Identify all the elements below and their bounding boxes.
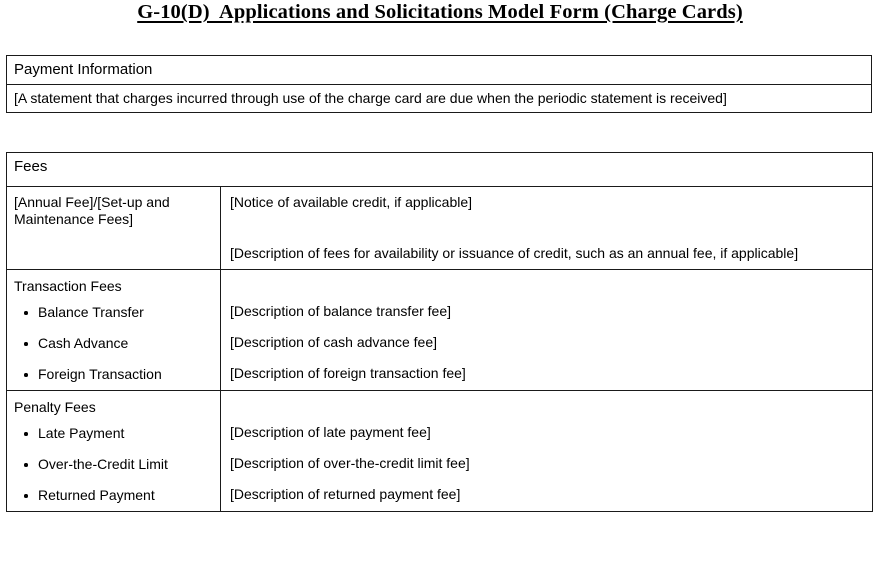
- bullet-icon: [24, 342, 28, 346]
- bullet-icon: [24, 311, 28, 315]
- penalty-fees-descriptions: [221, 391, 873, 512]
- fees-table: [6, 152, 873, 512]
- bullet-icon: [24, 432, 28, 436]
- bullet-icon: [24, 494, 28, 498]
- table-row: [7, 187, 873, 270]
- page-title: G-10(D) Applications and Solicitations Model Form (Charge Cards): [137, 1, 743, 23]
- list-item-label: Over-the-Credit Limit: [38, 456, 168, 472]
- table-row: [7, 56, 872, 85]
- transaction-fees-list: [14, 304, 214, 383]
- list-item: [14, 304, 214, 321]
- bullet-icon: [24, 373, 28, 377]
- payment-information-header: Payment Information: [7, 56, 872, 85]
- list-item: [14, 456, 214, 473]
- penalty-fee-description: [Description of late payment fee]: [230, 424, 431, 440]
- list-item: [14, 425, 214, 442]
- transaction-fee-description: [Description of balance transfer fee]: [230, 303, 452, 319]
- list-item-label: Balance Transfer: [38, 304, 144, 320]
- table-row: [7, 153, 873, 187]
- annual-fee-notice: [Notice of available credit, if applicable]: [230, 194, 473, 210]
- transaction-fee-description: [Description of cash advance fee]: [230, 334, 438, 350]
- transaction-fees-descriptions: [221, 270, 873, 391]
- list-item-label: Late Payment: [38, 425, 125, 441]
- payment-information-statement: [A statement that charges incurred through use of the charge card are due when the periodic statement is received]: [7, 85, 872, 113]
- transaction-fee-description: [Description of foreign transaction fee]: [230, 365, 466, 381]
- penalty-fees-title: Penalty Fees: [14, 399, 96, 415]
- transaction-fees-labels: [7, 270, 221, 391]
- list-item-label: Cash Advance: [38, 335, 129, 351]
- fees-header: Fees: [7, 153, 873, 187]
- list-item: [14, 335, 214, 352]
- annual-fee-description: [Description of fees for availability or issuance of credit, such as an annual fee, if applicable]: [230, 245, 799, 261]
- bullet-icon: [24, 463, 28, 467]
- penalty-fee-description: [Description of returned payment fee]: [230, 486, 461, 502]
- list-item-label: Foreign Transaction: [38, 366, 162, 382]
- list-item-label: Returned Payment: [38, 487, 155, 503]
- penalty-fee-description: [Description of over-the-credit limit fee]: [230, 455, 470, 471]
- penalty-fees-labels: [7, 391, 221, 512]
- penalty-fees-list: [14, 425, 214, 504]
- table-row: [7, 270, 873, 391]
- payment-information-table: [6, 55, 872, 113]
- table-row: [7, 85, 872, 113]
- table-row: [7, 391, 873, 512]
- annual-fee-label: [Annual Fee]/[Set-up and Maintenance Fees]: [7, 187, 221, 270]
- list-item: [14, 366, 214, 383]
- transaction-fees-title: Transaction Fees: [14, 278, 122, 294]
- list-item: [14, 487, 214, 504]
- annual-fee-descriptions: [221, 187, 873, 270]
